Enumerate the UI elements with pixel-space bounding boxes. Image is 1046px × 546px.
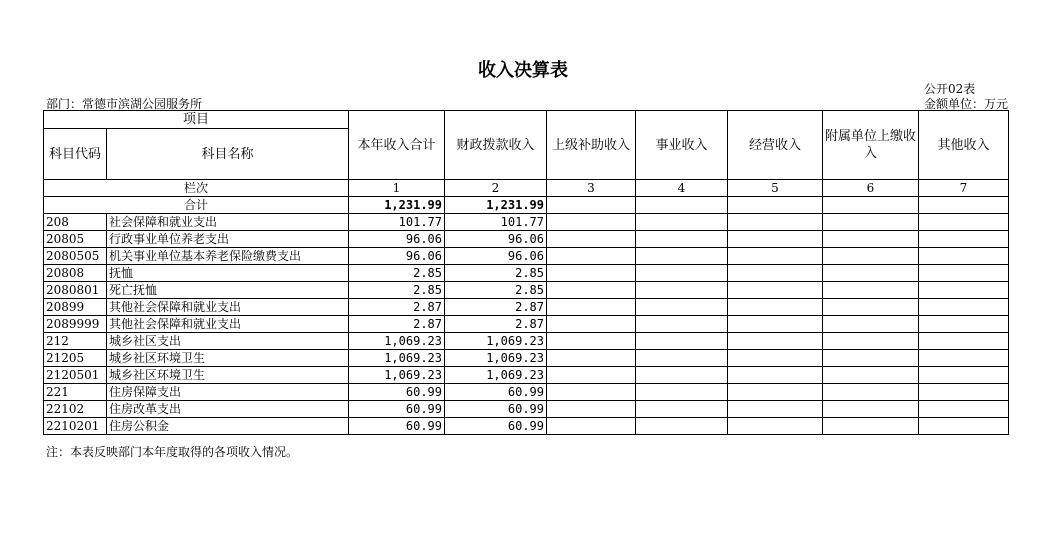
row-fiscal: 2.85	[445, 265, 547, 282]
row-fiscal: 1,069.23	[445, 367, 547, 384]
row-total: 60.99	[349, 401, 445, 418]
header-project: 项目	[44, 111, 349, 129]
row-code: 212	[44, 333, 107, 350]
row-code: 2080801	[44, 282, 107, 299]
empty-cell	[919, 197, 1009, 214]
row-code: 2080505	[44, 248, 107, 265]
table-row	[44, 214, 1009, 231]
row-total: 96.06	[349, 231, 445, 248]
row-total: 60.99	[349, 418, 445, 435]
row-code: 21205	[44, 350, 107, 367]
empty-cell	[728, 384, 823, 401]
department-label: 部门：常德市滨湖公园服务所	[46, 97, 203, 111]
empty-cell	[728, 282, 823, 299]
empty-cell	[728, 418, 823, 435]
empty-cell	[728, 367, 823, 384]
empty-cell	[728, 197, 823, 214]
empty-cell	[823, 401, 919, 418]
empty-cell	[823, 197, 919, 214]
empty-cell	[919, 418, 1009, 435]
empty-cell	[547, 367, 636, 384]
header-name: 科目名称	[107, 129, 349, 180]
empty-cell	[636, 248, 728, 265]
empty-cell	[919, 265, 1009, 282]
empty-cell	[823, 231, 919, 248]
empty-cell	[919, 248, 1009, 265]
row-fiscal: 2.85	[445, 282, 547, 299]
row-total: 60.99	[349, 384, 445, 401]
row-name: 住房改革支出	[107, 401, 349, 418]
empty-cell	[547, 401, 636, 418]
row-fiscal: 101.77	[445, 214, 547, 231]
empty-cell	[547, 231, 636, 248]
row-total: 1,069.23	[349, 350, 445, 367]
row-code: 22102	[44, 401, 107, 418]
row-code: 20805	[44, 231, 107, 248]
row-code: 20899	[44, 299, 107, 316]
row-code: 20808	[44, 265, 107, 282]
column-index: 7	[919, 180, 1009, 197]
page-title: 收入决算表	[478, 60, 568, 81]
column-index: 1	[349, 180, 445, 197]
header-business: 事业收入	[636, 111, 728, 180]
empty-cell	[547, 418, 636, 435]
empty-cell	[823, 265, 919, 282]
total-fiscal: 1,231.99	[445, 197, 547, 214]
empty-cell	[636, 367, 728, 384]
empty-cell	[547, 197, 636, 214]
table-row	[44, 265, 1009, 282]
empty-cell	[728, 350, 823, 367]
empty-cell	[728, 214, 823, 231]
empty-cell	[547, 333, 636, 350]
row-name: 机关事业单位基本养老保险缴费支出	[107, 248, 349, 265]
row-fiscal: 96.06	[445, 248, 547, 265]
header-other: 其他收入	[919, 111, 1009, 180]
empty-cell	[919, 282, 1009, 299]
row-code: 221	[44, 384, 107, 401]
empty-cell	[919, 214, 1009, 231]
row-fiscal: 2.87	[445, 299, 547, 316]
row-fiscal: 1,069.23	[445, 350, 547, 367]
row-fiscal: 60.99	[445, 418, 547, 435]
row-name: 其他社会保障和就业支出	[107, 299, 349, 316]
empty-cell	[636, 197, 728, 214]
total-amount: 1,231.99	[349, 197, 445, 214]
table-row	[44, 418, 1009, 435]
unit-label: 金额单位：万元	[924, 97, 1009, 111]
header-code: 科目代码	[44, 129, 107, 180]
table-row	[44, 248, 1009, 265]
empty-cell	[636, 350, 728, 367]
empty-cell	[636, 384, 728, 401]
empty-cell	[547, 299, 636, 316]
empty-cell	[728, 231, 823, 248]
empty-cell	[919, 350, 1009, 367]
column-index: 5	[728, 180, 823, 197]
empty-cell	[919, 333, 1009, 350]
empty-cell	[636, 214, 728, 231]
row-name: 住房公积金	[107, 418, 349, 435]
header-total: 本年收入合计	[349, 111, 445, 180]
row-fiscal: 96.06	[445, 231, 547, 248]
row-name: 死亡抚恤	[107, 282, 349, 299]
total-row	[44, 197, 1009, 214]
empty-cell	[919, 316, 1009, 333]
row-total: 1,069.23	[349, 367, 445, 384]
empty-cell	[547, 350, 636, 367]
row-name: 其他社会保障和就业支出	[107, 316, 349, 333]
empty-cell	[728, 316, 823, 333]
table-row	[44, 401, 1009, 418]
empty-cell	[823, 350, 919, 367]
empty-cell	[547, 384, 636, 401]
row-code: 2120501	[44, 367, 107, 384]
empty-cell	[636, 299, 728, 316]
empty-cell	[728, 248, 823, 265]
empty-cell	[547, 248, 636, 265]
row-total: 2.87	[349, 316, 445, 333]
header-operating: 经营收入	[728, 111, 823, 180]
row-name: 住房保障支出	[107, 384, 349, 401]
footnote: 注：本表反映部门本年度取得的各项收入情况。	[46, 445, 299, 459]
row-fiscal: 1,069.23	[445, 333, 547, 350]
empty-cell	[919, 299, 1009, 316]
empty-cell	[823, 367, 919, 384]
table-row	[44, 316, 1009, 333]
table-row	[44, 350, 1009, 367]
empty-cell	[547, 265, 636, 282]
empty-cell	[823, 299, 919, 316]
row-code: 208	[44, 214, 107, 231]
column-index: 2	[445, 180, 547, 197]
empty-cell	[919, 231, 1009, 248]
row-fiscal: 60.99	[445, 384, 547, 401]
header-superior: 上级补助收入	[547, 111, 636, 180]
table-row	[44, 333, 1009, 350]
empty-cell	[636, 265, 728, 282]
row-total: 2.87	[349, 299, 445, 316]
empty-cell	[823, 214, 919, 231]
empty-cell	[547, 214, 636, 231]
row-fiscal: 60.99	[445, 401, 547, 418]
empty-cell	[823, 282, 919, 299]
column-index: 6	[823, 180, 919, 197]
row-name: 城乡社区环境卫生	[107, 350, 349, 367]
empty-cell	[636, 231, 728, 248]
empty-cell	[728, 333, 823, 350]
table-row	[44, 367, 1009, 384]
empty-cell	[547, 316, 636, 333]
empty-cell	[636, 333, 728, 350]
empty-cell	[919, 367, 1009, 384]
row-name: 城乡社区环境卫生	[107, 367, 349, 384]
row-name: 社会保障和就业支出	[107, 214, 349, 231]
row-total: 1,069.23	[349, 333, 445, 350]
table-row	[44, 282, 1009, 299]
row-code: 2089999	[44, 316, 107, 333]
header-fiscal: 财政拨款收入	[445, 111, 547, 180]
row-total: 101.77	[349, 214, 445, 231]
total-label: 合计	[44, 197, 349, 214]
empty-cell	[728, 265, 823, 282]
empty-cell	[636, 316, 728, 333]
empty-cell	[823, 418, 919, 435]
empty-cell	[823, 316, 919, 333]
column-index: 3	[547, 180, 636, 197]
row-total: 2.85	[349, 282, 445, 299]
empty-cell	[823, 384, 919, 401]
header-affiliated: 附属单位上缴收入	[823, 111, 919, 180]
column-index: 4	[636, 180, 728, 197]
empty-cell	[728, 401, 823, 418]
row-code: 2210201	[44, 418, 107, 435]
row-name: 城乡社区支出	[107, 333, 349, 350]
row-total: 96.06	[349, 248, 445, 265]
empty-cell	[919, 384, 1009, 401]
table-row	[44, 231, 1009, 248]
empty-cell	[823, 333, 919, 350]
row-name: 抚恤	[107, 265, 349, 282]
empty-cell	[728, 299, 823, 316]
row-name: 行政事业单位养老支出	[107, 231, 349, 248]
form-number: 公开02表	[924, 82, 976, 96]
empty-cell	[823, 248, 919, 265]
empty-cell	[636, 401, 728, 418]
row-fiscal: 2.87	[445, 316, 547, 333]
empty-cell	[636, 282, 728, 299]
empty-cell	[547, 282, 636, 299]
empty-cell	[636, 418, 728, 435]
row-total: 2.85	[349, 265, 445, 282]
table-row	[44, 299, 1009, 316]
income-table	[43, 110, 1009, 435]
table-row	[44, 384, 1009, 401]
column-index-label: 栏次	[44, 180, 349, 197]
empty-cell	[919, 401, 1009, 418]
